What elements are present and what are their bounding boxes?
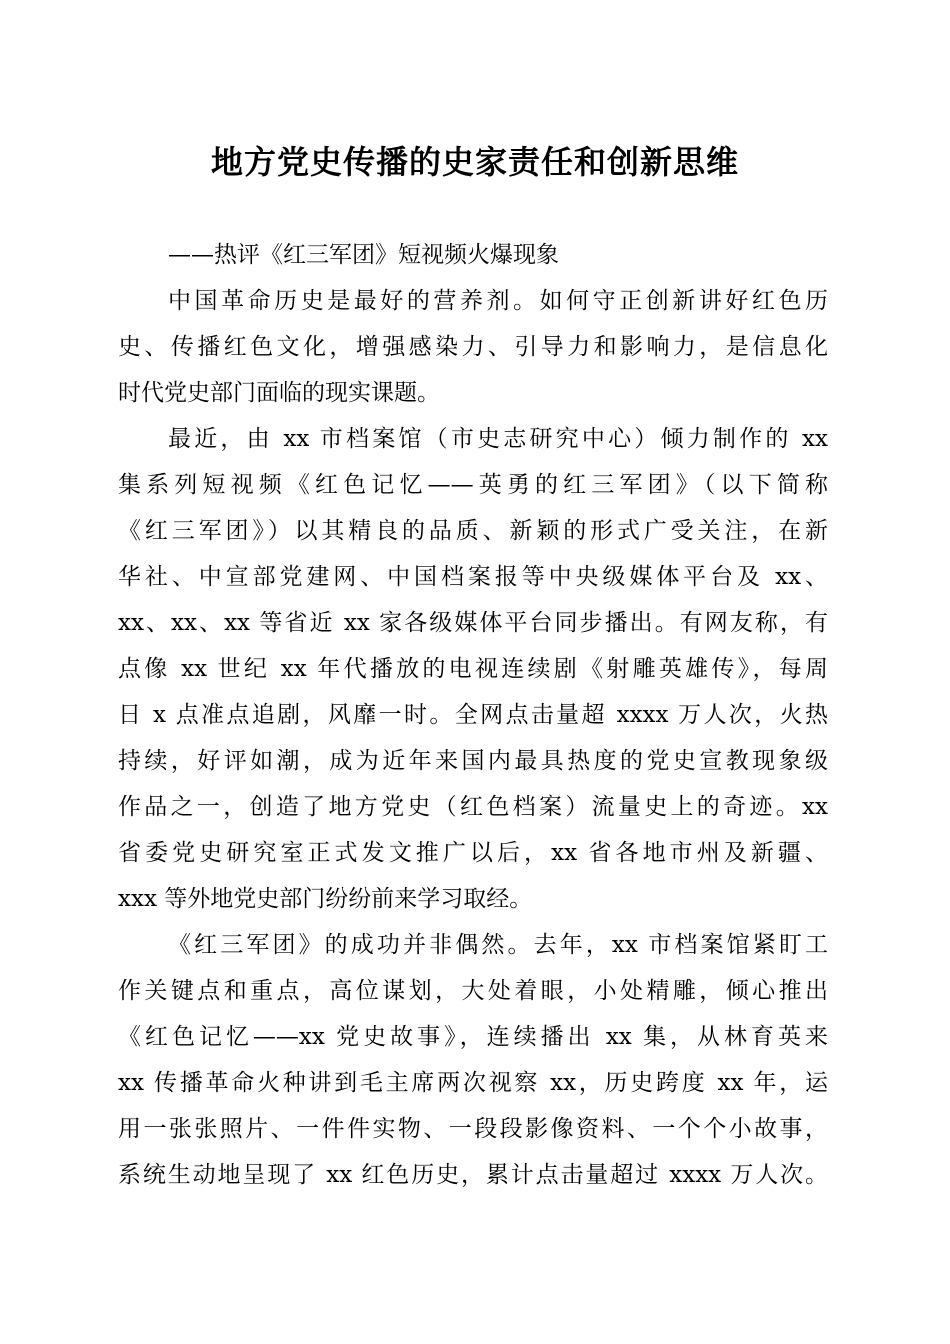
text-line: xx 传播革命火种讲到毛主席两次视察 xx，历史跨度 xx 年，运 [118,1070,828,1096]
text-line: 省委党史研究室正式发文推广以后，xx 省各地市州及新疆、 [118,840,828,866]
text-line: 《红三军团》）以其精良的品质、新颖的形式广受关注，在新 [118,518,828,544]
text-line: 时代党史部门面临的现实课题。 [118,380,440,406]
text-line: 持续，好评如潮，成为近年来国内最具热度的党史宣教现象级 [118,748,828,774]
text-line: 系统生动地呈现了 xx 红色历史，累计点击量超过 xxxx 万人次。 [118,1162,828,1188]
text-line: 最近，由 xx 市档案馆（市史志研究中心）倾力制作的 xx [168,426,828,452]
text-line: xxx 等外地党史部门纷纷前来学习取经。 [118,886,533,912]
document-title: 地方党史传播的史家责任和创新思维 [210,143,739,181]
text-line: xx、xx、xx 等省近 xx 家各级媒体平台同步播出。有网友称，有 [118,610,828,636]
text-line: 集系列短视频《红色记忆——英勇的红三军团》（以下简称 [118,472,828,498]
document-body [118,232,828,1198]
text-line: 《红三军团》的成功并非偶然。去年，xx 市档案馆紧盯工 [168,932,828,958]
text-line: 点像 xx 世纪 xx 年代播放的电视连续剧《射雕英雄传》，每周 [118,656,828,682]
text-line: 作品之一，创造了地方党史（红色档案）流量史上的奇迹。xx [118,794,828,820]
text-line: 日 x 点准点追剧，风靡一时。全网点击量超 xxxx 万人次，火热 [118,702,828,728]
text-line: 作关键点和重点，高位谋划，大处着眼，小处精雕，倾心推出 [118,978,828,1004]
text-line: 用一张张照片、一件件实物、一段段影像资料、一个个小故事， [118,1116,828,1142]
text-line: 《红色记忆——xx 党史故事》，连续播出 xx 集，从林育英来 [118,1024,828,1050]
text-line: 中国革命历史是最好的营养剂。如何守正创新讲好红色历 [168,288,828,314]
text-line: ——热评《红三军团》短视频火爆现象 [168,242,559,268]
text-line: 华社、中宣部党建网、中国档案报等中央级媒体平台及 xx、 [118,564,828,590]
text-line: 史、传播红色文化，增强感染力、引导力和影响力，是信息化 [118,334,828,360]
